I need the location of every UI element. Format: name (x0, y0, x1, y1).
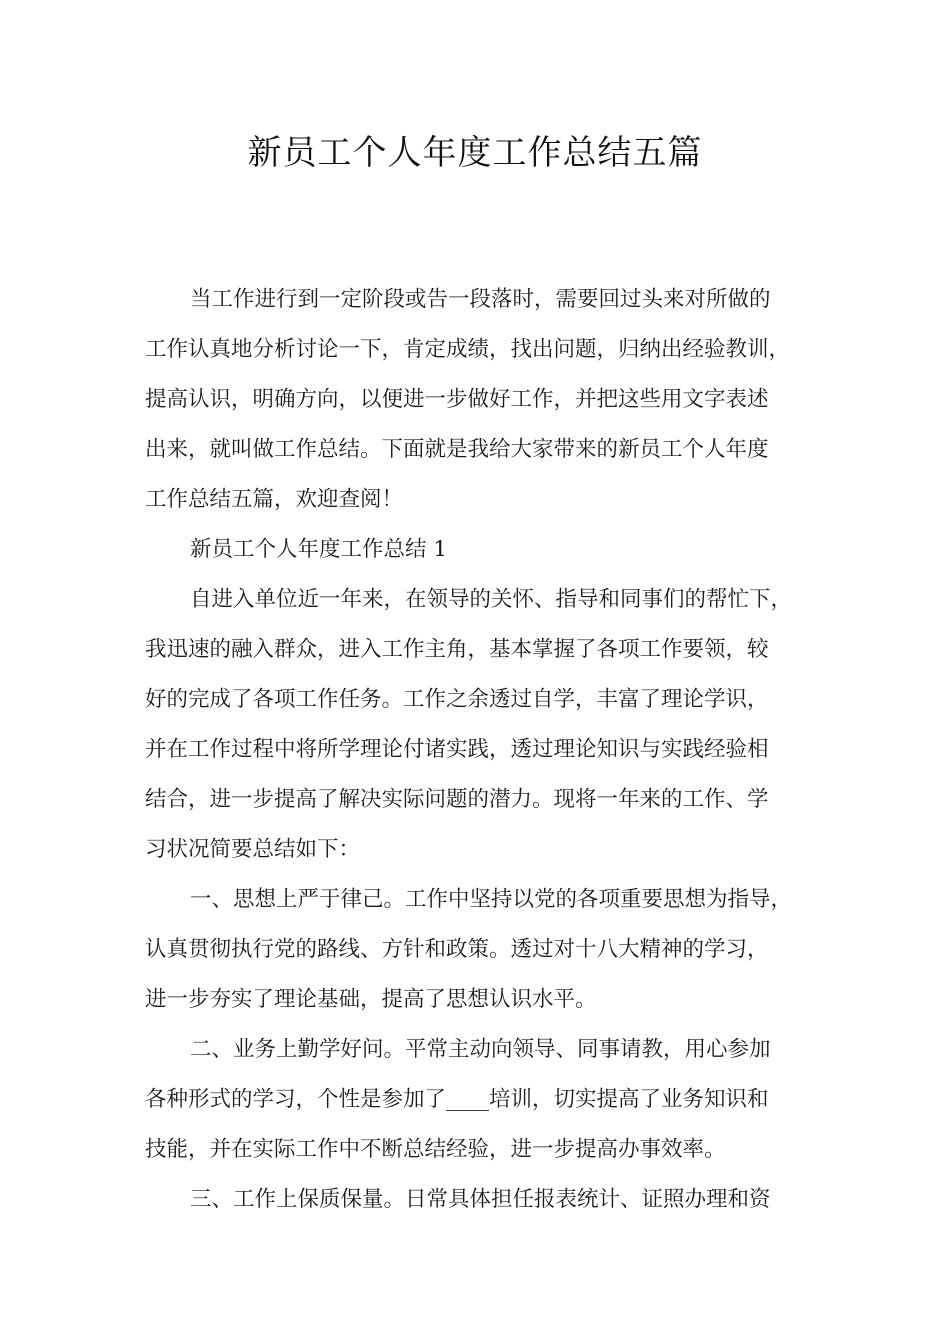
point-one-line-1: 一、思想上严于律己。工作中坚持以党的各项重要思想为指导， (190, 887, 793, 912)
point-one-line-2: 认真贯彻执行党的路线、方针和政策。透过对十八大精神的学习， (145, 937, 769, 962)
body-line-3: 好的完成了各项工作任务。工作之余透过自学，丰富了理论学识， (145, 687, 769, 712)
body-line-5: 结合，进一步提高了解决实际问题的潜力。现将一年来的工作、学 (145, 787, 769, 812)
document-title: 新员工个人年度工作总结五篇 (247, 133, 703, 173)
intro-line-5: 工作总结五篇，欢迎查阅！ (145, 487, 404, 512)
intro-line-4: 出来，就叫做工作总结。下面就是我给大家带来的新员工个人年度 (145, 437, 769, 462)
point-one-line-3: 进一步夯实了理论基础，提高了思想认识水平。 (145, 987, 597, 1012)
point-two-line-2: 各种形式的学习，个性是参加了____培训，切实提高了业务知识和 (145, 1087, 769, 1112)
intro-line-1: 当工作进行到一定阶段或告一段落时，需要回过头来对所做的 (190, 287, 771, 312)
body-line-4: 并在工作过程中将所学理论付诸实践，透过理论知识与实践经验相 (145, 737, 769, 762)
section-heading-1: 新员工个人年度工作总结 1 (190, 537, 448, 562)
body-line-1: 自进入单位近一年来，在领导的关怀、指导和同事们的帮忙下， (190, 587, 793, 612)
point-two-line-1: 二、业务上勤学好问。平常主动向领导、同事请教，用心参加 (190, 1037, 771, 1062)
intro-line-3: 提高认识，明确方向，以便进一步做好工作，并把这些用文字表述 (145, 387, 769, 412)
intro-line-2: 工作认真地分析讨论一下，肯定成绩，找出问题，归纳出经验教训， (145, 337, 791, 362)
body-line-6: 习状况简要总结如下： (145, 837, 361, 862)
point-two-line-3: 技能，并在实际工作中不断总结经验，进一步提高办事效率。 (145, 1137, 726, 1162)
point-three-line-1: 三、工作上保质保量。日常具体担任报表统计、证照办理和资 (190, 1187, 771, 1212)
body-line-2: 我迅速的融入群众，进入工作主角，基本掌握了各项工作要领，较 (145, 637, 769, 662)
